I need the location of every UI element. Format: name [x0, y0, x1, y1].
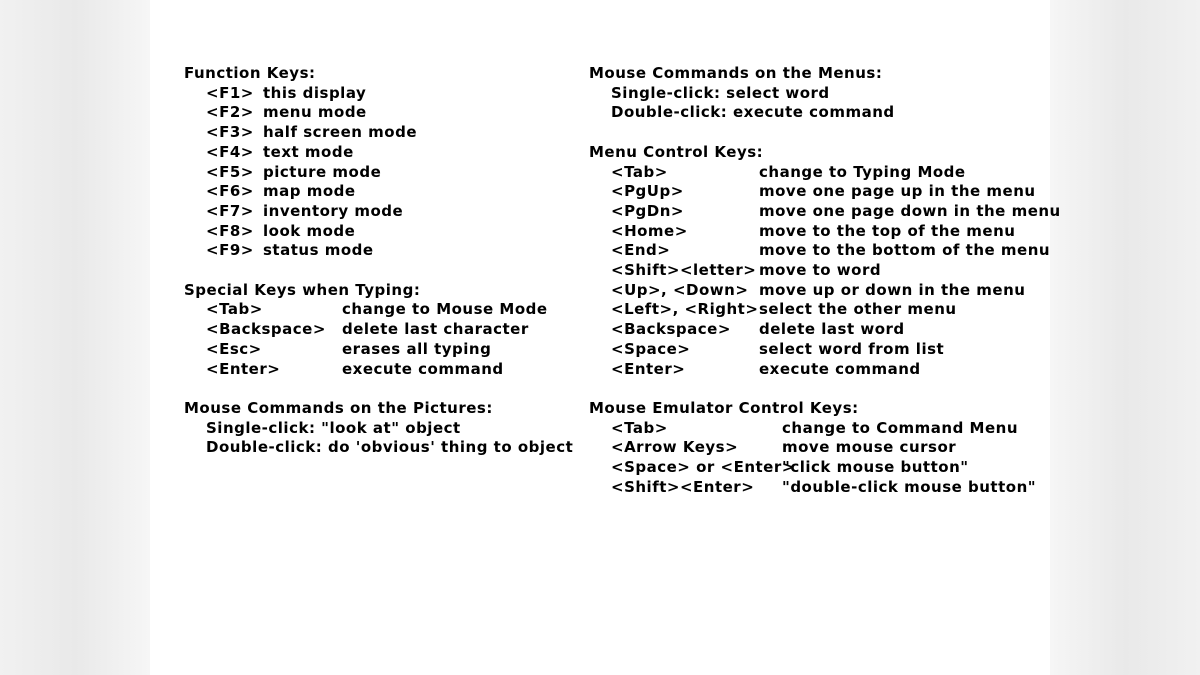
- key-label: <F3>: [206, 123, 254, 142]
- menu-control-row: [589, 340, 1049, 360]
- key-label: <Arrow Keys>: [611, 438, 739, 457]
- key-description: this display: [263, 83, 367, 102]
- key-description: picture mode: [263, 162, 382, 181]
- key-description: execute command: [759, 359, 921, 378]
- special-key-row: [184, 360, 594, 380]
- function-key-row: [184, 123, 594, 143]
- mouse-emulator-section: [589, 399, 1049, 498]
- mouse-emulator-row: [589, 478, 1049, 498]
- menu-control-row: [589, 261, 1049, 281]
- function-keys-section: [184, 64, 594, 261]
- help-screen: [150, 0, 1061, 675]
- special-key-row: [184, 320, 594, 340]
- menu-control-row: [589, 163, 1049, 183]
- key-label: <Tab>: [206, 300, 263, 319]
- menu-control-row: [589, 201, 1061, 222]
- key-label: <Up>, <Down>: [611, 280, 749, 299]
- right-blur-border: [1050, 0, 1200, 675]
- key-description: menu mode: [263, 103, 367, 122]
- key-label: <Enter>: [206, 359, 281, 378]
- function-key-row: [184, 202, 594, 222]
- key-description: map mode: [263, 182, 356, 201]
- key-description: execute command: [342, 359, 504, 378]
- mouse-menus-line: Double-click: execute command: [611, 103, 895, 122]
- function-key-row: [184, 163, 594, 183]
- menu-control-heading: Menu Control Keys:: [589, 142, 764, 161]
- menu-control-row: [589, 182, 1049, 202]
- key-description: "double-click mouse button": [782, 477, 1037, 496]
- key-description: half screen mode: [263, 123, 418, 142]
- key-description: move to word: [759, 261, 882, 280]
- key-label: <Shift><Enter>: [611, 477, 755, 496]
- key-description: delete last word: [759, 320, 905, 339]
- menu-control-row: [589, 241, 1049, 261]
- key-description: erases all typing: [342, 339, 492, 358]
- mouse-pictures-line: Single-click: "look at" object: [206, 418, 461, 437]
- key-description: move mouse cursor: [782, 438, 957, 457]
- key-label: <F6>: [206, 182, 254, 201]
- key-label: <Esc>: [206, 339, 262, 358]
- key-label: <Enter>: [611, 359, 686, 378]
- left-blur-border: [0, 0, 150, 675]
- key-description: delete last character: [342, 320, 529, 339]
- mouse-menus-heading: Mouse Commands on the Menus:: [589, 64, 883, 82]
- function-key-row: [184, 182, 594, 202]
- key-label: <Home>: [611, 221, 688, 240]
- key-label: <F1>: [206, 83, 254, 102]
- function-key-row: [184, 84, 594, 104]
- function-key-row: [184, 143, 594, 163]
- key-label: <F7>: [206, 201, 254, 220]
- mouse-pictures-heading: Mouse Commands on the Pictures:: [184, 398, 493, 417]
- key-label: <PgUp>: [611, 182, 684, 201]
- key-description: move one page up in the menu: [759, 182, 1036, 201]
- key-description: inventory mode: [263, 201, 404, 220]
- key-label: <Space>: [611, 339, 691, 358]
- mouse-menus-line: Single-click: select word: [611, 83, 830, 102]
- key-label: <Space> or <Enter>: [611, 458, 795, 477]
- key-description: move to the top of the menu: [759, 221, 1016, 240]
- key-label: <Left>, <Right>: [611, 300, 759, 319]
- right-column: [589, 64, 1061, 517]
- key-label: <PgDn>: [611, 201, 684, 220]
- function-key-row: [184, 222, 594, 242]
- mouse-pictures-section: [184, 399, 594, 458]
- mouse-emulator-row: [589, 438, 1049, 458]
- key-description: text mode: [263, 142, 354, 161]
- special-key-row: [184, 340, 594, 360]
- mouse-emulator-row: [589, 458, 1049, 478]
- key-label: <F9>: [206, 241, 254, 260]
- key-description: change to Command Menu: [782, 418, 1018, 437]
- special-keys-heading: Special Keys when Typing:: [184, 280, 421, 299]
- key-label: <Tab>: [611, 162, 668, 181]
- mouse-emulator-heading: Mouse Emulator Control Keys:: [589, 398, 859, 417]
- key-description: move to the bottom of the menu: [759, 241, 1051, 260]
- left-column: [184, 64, 594, 478]
- mouse-pictures-line: Double-click: do 'obvious' thing to object: [206, 438, 574, 457]
- menu-control-row: [589, 320, 1049, 340]
- key-description: change to Typing Mode: [759, 162, 966, 181]
- key-label: <Backspace>: [206, 320, 326, 339]
- key-label: <F4>: [206, 142, 254, 161]
- special-key-row: [184, 300, 594, 320]
- key-description: look mode: [263, 221, 356, 240]
- mouse-menus-section: [589, 64, 1049, 123]
- key-label: <Tab>: [611, 418, 668, 437]
- menu-control-section: [589, 142, 1061, 379]
- function-keys-heading: Function Keys:: [184, 64, 316, 82]
- key-label: <Shift><letter>: [611, 261, 757, 280]
- function-key-row: [184, 103, 594, 123]
- key-label: <Backspace>: [611, 320, 731, 339]
- menu-control-row: [589, 222, 1049, 242]
- special-keys-section: [184, 281, 594, 380]
- key-description: status mode: [263, 241, 374, 260]
- key-description: change to Mouse Mode: [342, 300, 548, 319]
- key-label: <End>: [611, 241, 671, 260]
- menu-control-row: [589, 281, 1049, 301]
- menu-control-row: [589, 360, 1049, 380]
- key-label: <F5>: [206, 162, 254, 181]
- key-description: move up or down in the menu: [759, 280, 1026, 299]
- function-key-row: [184, 241, 594, 261]
- key-description: "click mouse button": [782, 458, 969, 477]
- key-description: select the other menu: [759, 300, 957, 319]
- menu-control-row: [589, 300, 1049, 320]
- mouse-emulator-row: [589, 419, 1049, 439]
- key-description: move one page down in the menu: [759, 201, 1061, 220]
- key-label: <F2>: [206, 103, 254, 122]
- key-label: <F8>: [206, 221, 254, 240]
- key-description: select word from list: [759, 339, 945, 358]
